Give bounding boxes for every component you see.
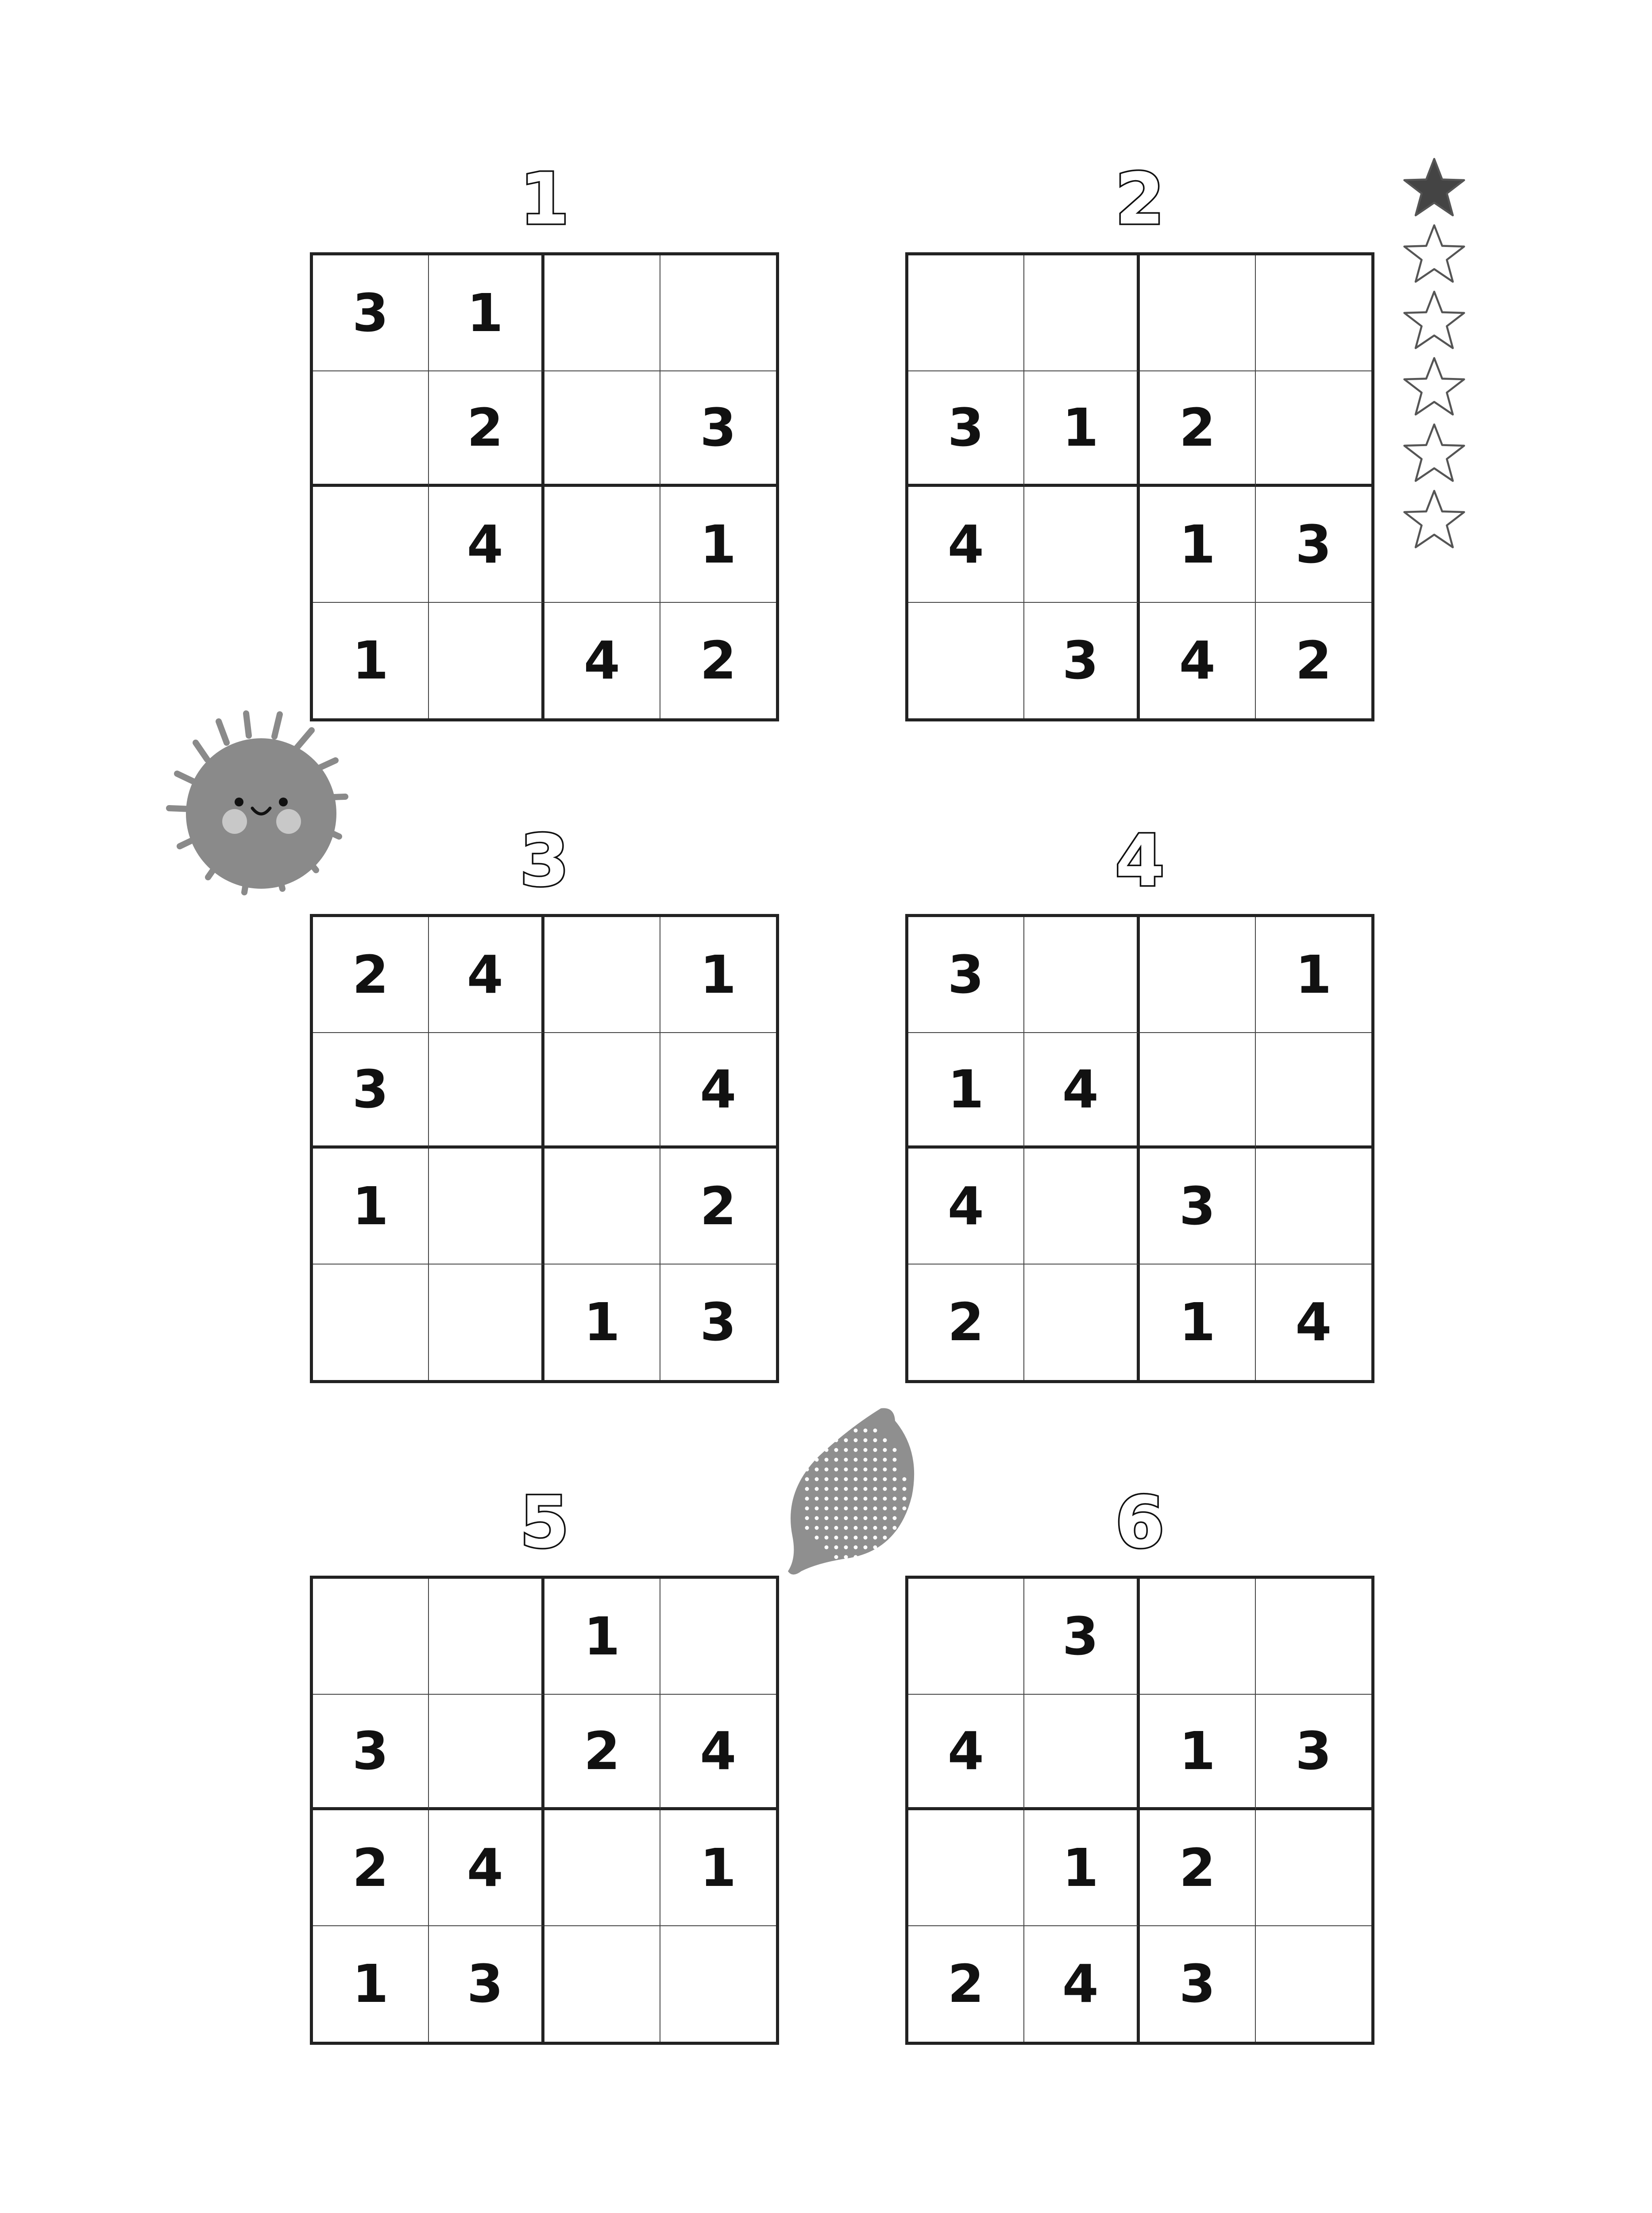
sudoku-cell-empty[interactable] xyxy=(1256,1579,1372,1695)
sudoku-cell-given: 2 xyxy=(313,917,429,1033)
sudoku-cell-given: 3 xyxy=(1256,1695,1372,1811)
sudoku-cell-empty[interactable] xyxy=(908,1579,1024,1695)
sudoku-cell-given: 2 xyxy=(1140,1810,1256,1926)
sudoku-cell-given: 1 xyxy=(313,603,429,719)
sudoku-cell-empty[interactable] xyxy=(1256,255,1372,371)
sudoku-cell-empty[interactable] xyxy=(544,1810,660,1926)
sudoku-cell-empty[interactable] xyxy=(429,1149,545,1265)
star-empty-icon xyxy=(1401,221,1467,288)
sudoku-cell-given: 3 xyxy=(1140,1926,1256,2042)
star-empty-icon xyxy=(1401,420,1467,487)
sudoku-grid xyxy=(905,1576,1374,2045)
sudoku-grid xyxy=(310,1576,779,2045)
sudoku-cell-given: 4 xyxy=(1024,1926,1140,2042)
sudoku-cell-given: 3 xyxy=(660,371,776,487)
sudoku-cell-empty[interactable] xyxy=(313,487,429,603)
sudoku-cell-empty[interactable] xyxy=(908,255,1024,371)
sudoku-cell-given: 3 xyxy=(1256,487,1372,603)
sudoku-cell-given: 1 xyxy=(1140,1265,1256,1380)
puzzle-number: 5 xyxy=(520,1481,569,1564)
sudoku-cell-empty[interactable] xyxy=(544,1926,660,2042)
sudoku-cell-given: 1 xyxy=(908,1033,1024,1149)
sudoku-grid xyxy=(905,914,1374,1383)
sudoku-cell-empty[interactable] xyxy=(1024,255,1140,371)
sudoku-cell-empty[interactable] xyxy=(1140,1579,1256,1695)
sudoku-cell-empty[interactable] xyxy=(1024,1265,1140,1380)
leaf-icon xyxy=(779,1403,925,1589)
sudoku-cell-empty[interactable] xyxy=(544,487,660,603)
sudoku-cell-empty[interactable] xyxy=(1256,1926,1372,2042)
sudoku-cell-empty[interactable] xyxy=(544,255,660,371)
sudoku-cell-empty[interactable] xyxy=(313,1579,429,1695)
puzzle-number: 3 xyxy=(520,819,569,902)
sudoku-cell-given: 3 xyxy=(908,371,1024,487)
sudoku-cell-empty[interactable] xyxy=(660,1926,776,2042)
sudoku-cell-empty[interactable] xyxy=(1256,1033,1372,1149)
sudoku-cell-given: 1 xyxy=(1140,1695,1256,1811)
sudoku-cell-given: 4 xyxy=(429,1810,545,1926)
sudoku-cell-empty[interactable] xyxy=(429,1265,545,1380)
sudoku-cell-given: 2 xyxy=(1295,630,1332,691)
sudoku-cell-empty[interactable] xyxy=(429,603,545,719)
puzzle-number: 6 xyxy=(1115,1481,1165,1564)
sudoku-cell-given: 2 xyxy=(908,1926,1024,2042)
sudoku-cell-given: 1 xyxy=(429,255,545,371)
sudoku-cell-given: 1 xyxy=(313,1926,429,2042)
sudoku-grid xyxy=(905,252,1374,721)
sudoku-cell-given: 1 xyxy=(313,1149,429,1265)
sudoku-cell-empty[interactable] xyxy=(1256,371,1372,487)
sudoku-cell-given: 3 xyxy=(1024,603,1140,719)
sudoku-cell-given: 3 xyxy=(908,917,1024,1033)
sudoku-cell-given: 4 xyxy=(429,487,545,603)
sudoku-cell-given: 1 xyxy=(1140,487,1256,603)
sudoku-cell-empty[interactable] xyxy=(1140,1033,1256,1149)
sudoku-cell-given: 4 xyxy=(660,1033,776,1149)
sudoku-cell-empty[interactable] xyxy=(1256,1149,1372,1265)
puzzle-number: 1 xyxy=(520,158,569,240)
sudoku-cell-given: 3 xyxy=(1024,1579,1140,1695)
sudoku-cell-given: 2 xyxy=(544,1695,660,1811)
star-empty-icon xyxy=(1401,354,1467,420)
sudoku-cell-given: 4 xyxy=(1295,1292,1332,1353)
sudoku-cell-given: 1 xyxy=(660,917,776,1033)
sudoku-cell-empty[interactable] xyxy=(313,371,429,487)
sudoku-cell-empty[interactable] xyxy=(1140,255,1256,371)
sudoku-cell-given: 4 xyxy=(660,1695,776,1811)
difficulty-rating xyxy=(1401,155,1467,553)
sudoku-cell-empty[interactable] xyxy=(544,371,660,487)
sudoku-cell-given: 1 xyxy=(544,1265,660,1380)
sudoku-cell-empty[interactable] xyxy=(660,255,776,371)
sudoku-grid xyxy=(310,914,779,1383)
sudoku-cell-given: 4 xyxy=(908,1149,1024,1265)
sudoku-cell-given: 2 xyxy=(908,1265,1024,1380)
sudoku-cell-empty[interactable] xyxy=(1024,1695,1140,1811)
sudoku-cell-given: 4 xyxy=(908,487,1024,603)
sudoku-cell-empty[interactable] xyxy=(1024,917,1140,1033)
sudoku-cell-given: 4 xyxy=(544,603,660,719)
sudoku-cell-given: 4 xyxy=(908,1695,1024,1811)
sudoku-cell-given: 2 xyxy=(313,1810,429,1926)
sudoku-cell-given: 4 xyxy=(429,917,545,1033)
sudoku-cell-given: 2 xyxy=(700,630,737,691)
sudoku-cell-empty[interactable] xyxy=(544,1149,660,1265)
sudoku-cell-given: 1 xyxy=(1024,1810,1140,1926)
sudoku-cell-given: 3 xyxy=(313,1695,429,1811)
sudoku-cell-empty[interactable] xyxy=(908,603,1024,719)
sudoku-cell-empty[interactable] xyxy=(313,1265,429,1380)
sudoku-cell-empty[interactable] xyxy=(1024,1149,1140,1265)
sudoku-cell-given: 1 xyxy=(660,487,776,603)
sudoku-cell-empty[interactable] xyxy=(429,1695,545,1811)
sudoku-cell-given: 3 xyxy=(313,1033,429,1149)
sudoku-cell-empty[interactable] xyxy=(544,917,660,1033)
puzzle-number: 2 xyxy=(1115,158,1165,240)
sudoku-cell-empty[interactable] xyxy=(660,1579,776,1695)
sudoku-cell-given: 4 xyxy=(1024,1033,1140,1149)
sun-icon xyxy=(164,704,394,925)
sudoku-grid xyxy=(310,252,779,721)
sudoku-cell-given: 1 xyxy=(1024,371,1140,487)
sudoku-cell-empty[interactable] xyxy=(908,1810,1024,1926)
star-empty-icon xyxy=(1401,288,1467,354)
sudoku-cell-empty[interactable] xyxy=(544,1033,660,1149)
sudoku-cell-given: 3 xyxy=(313,255,429,371)
sudoku-cell-given: 2 xyxy=(660,1149,776,1265)
star-filled-icon xyxy=(1401,155,1467,221)
sudoku-cell-given: 2 xyxy=(1140,371,1256,487)
sudoku-cell-given: 3 xyxy=(1140,1149,1256,1265)
sudoku-cell-given: 2 xyxy=(429,371,545,487)
star-empty-icon xyxy=(1401,487,1467,553)
sudoku-cell-empty[interactable] xyxy=(1024,487,1140,603)
sudoku-cell-given: 1 xyxy=(544,1579,660,1695)
sudoku-cell-empty[interactable] xyxy=(429,1579,545,1695)
sudoku-cell-given: 3 xyxy=(700,1292,737,1353)
sudoku-cell-empty[interactable] xyxy=(1140,917,1256,1033)
sudoku-cell-given: 1 xyxy=(1256,917,1372,1033)
sudoku-cell-given: 4 xyxy=(1140,603,1256,719)
sudoku-cell-given: 1 xyxy=(660,1810,776,1926)
sudoku-cell-empty[interactable] xyxy=(429,1033,545,1149)
puzzle-number: 4 xyxy=(1115,819,1165,902)
sudoku-cell-given: 3 xyxy=(429,1926,545,2042)
sudoku-cell-empty[interactable] xyxy=(1256,1810,1372,1926)
